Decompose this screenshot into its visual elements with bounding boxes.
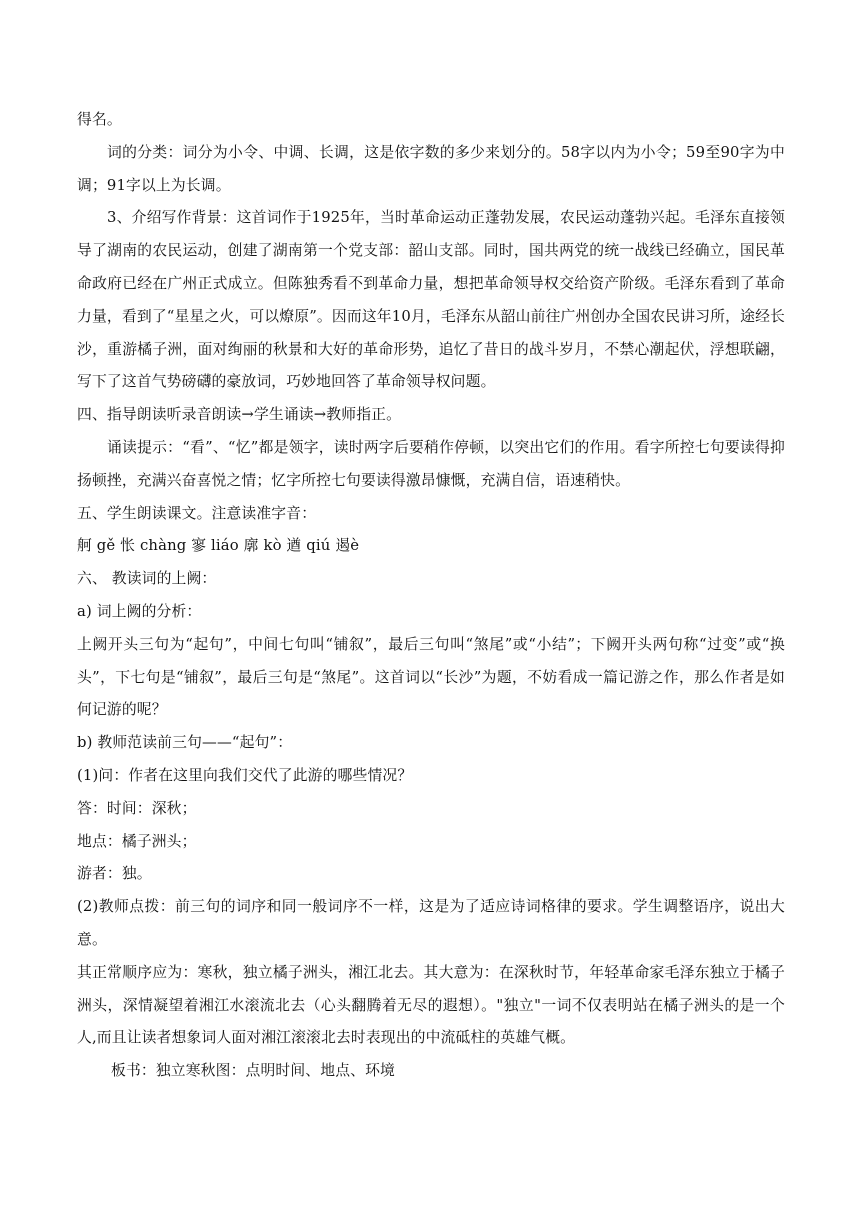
section-heading-reading-guidance: 四、指导朗读听录音朗读→学生诵读→教师指正。 [77, 406, 402, 424]
paragraph-writing-background: 3、介绍写作背景：这首词作于1925年，当时革命运动正蓬勃发展，农民运动蓬勃兴起。毛泽东直接领导了湖南的农民运动，创建了湖南第一个党支部：韶山支部。同时，国共两党的统一战线已经确立，国民革命政府已经在广州正式成立。但陈独秀看不到革命力量，想把革命领导权交给资产阶级。毛泽东看到了革命力量，看到了“星星之火，可以燎原”。因而这年10月，毛泽东从韶山前往广州创办全国农民讲习所，途经长沙，重游橘子洲，面对绚丽的秋景和大好的革命形势，追忆了昔日的战斗岁月，不禁心潮起伏，浮想联翩，写下了这首气势磅礴的豪放词，巧妙地回答了革命领导权问题。 [77, 209, 785, 391]
pronunciation-list: 舸 gě 怅 chàng 寥 liáo 廓 kò 遒 qiú 遏è [77, 537, 360, 555]
document-body [77, 104, 785, 1088]
teacher-guidance-2: (2)教师点拨：前三句的词序和同一般词序不一样，这是为了适应诗词格律的要求。学生调整语序，说出大意。 [77, 898, 785, 948]
answer-time: 答：时间：深秋； [77, 799, 197, 817]
section-heading-upper-stanza: 六、 教读词的上阙： [77, 570, 217, 588]
subheading-upper-stanza-analysis: a) 词上阙的分析： [77, 602, 202, 620]
section-heading-student-reading: 五、学生朗读课文。注意读准字音： [77, 504, 317, 522]
subheading-teacher-reading: b) 教师范读前三句——“起句”： [77, 734, 293, 752]
paragraph-structure-analysis: 上阙开头三句为“起句”，中间七句叫“铺叙”，最后三句叫“煞尾”或“小结”；下阙开头两句称“过变”或“换头”，下七句是“铺叙”，最后三句是“煞尾”。这首词以“长沙”为题，不妨看成一篇记游之作，那么作者是如何记游的呢？ [77, 635, 785, 719]
paragraph-normal-order: 其正常顺序应为：寒秋，独立橘子洲头，湘江北去。其大意为：在深秋时节，年轻革命家毛泽东独立于橘子洲头，深情凝望着湘江水滚流北去（心头翻腾着无尽的遐想）。"独立"一词不仅表明站在橘子洲头的是一个人,而且让读者想象词人面对湘江滚滚北去时表现出的中流砥柱的英雄气概。 [77, 963, 785, 1047]
paragraph-ci-classification: 词的分类：词分为小令、中调、长调，这是依字数的多少来划分的。58字以内为小令；59至90字为中调；91字以上为长调。 [77, 143, 785, 194]
board-writing: 板书：独立寒秋图：点明时间、地点、环境 [111, 1062, 395, 1080]
answer-traveler: 游者：独。 [77, 865, 152, 883]
paragraph-continuation: 得名。 [77, 111, 122, 128]
question-1: (1)问：作者在这里向我们交代了此游的哪些情况？ [77, 766, 413, 784]
answer-place: 地点：橘子洲头； [77, 832, 197, 850]
paragraph-recitation-tips: 诵读提示：“看”、“忆”都是领字，读时两字后要稍作停顿，以突出它们的作用。看字所控七句要读得抑扬顿挫，充满兴奋喜悦之情；忆字所控七句要读得激昂慷慨，充满自信，语速稍快。 [77, 438, 785, 489]
